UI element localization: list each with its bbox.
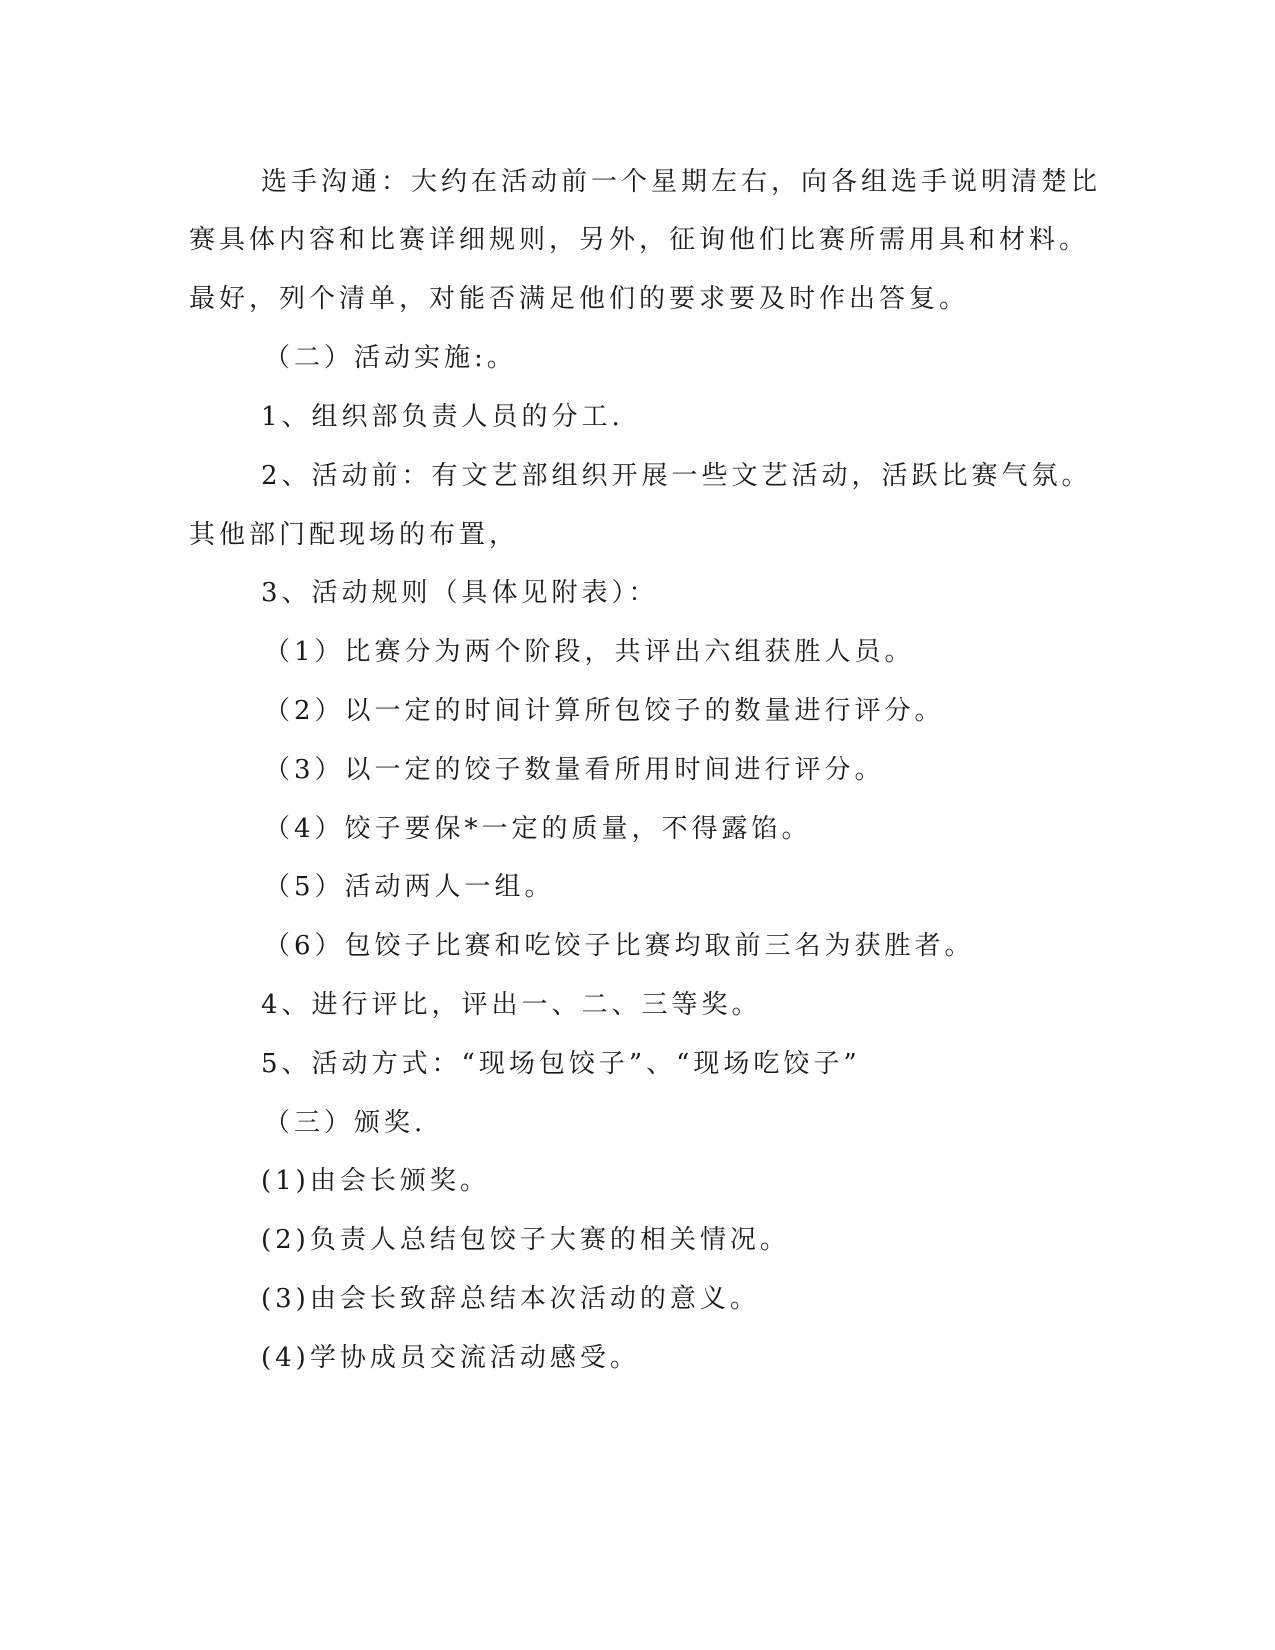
award-item-2: (2)负责人总结包饺子大赛的相关情况。: [261, 1225, 790, 1255]
section-2-heading: （二）活动实施:。: [264, 343, 517, 373]
list-item-3: 3、活动规则（具体见附表）：: [261, 578, 659, 608]
rule-item-4: （4）饺子要保*一定的质量，不得露馅。: [264, 814, 812, 844]
rule-item-1: （1）比赛分为两个阶段，共评出六组获胜人员。: [264, 637, 915, 667]
award-item-1: (1)由会长颁奖。: [261, 1166, 490, 1196]
list-item-2-line-2: 其他部门配现场的布置，: [189, 520, 520, 550]
rule-item-2: （2）以一定的时间计算所包饺子的数量进行评分。: [264, 696, 945, 726]
list-item-4: 4、进行评比，评出一、二、三等奖。: [261, 990, 762, 1020]
section-3-heading: （三）颁奖.: [264, 1108, 427, 1138]
rule-item-6: （6）包饺子比赛和吃饺子比赛均取前三名为获胜者。: [264, 931, 975, 961]
paragraph-line-1: 选手沟通：大约在活动前一个星期左右，向各组选手说明清楚比: [261, 167, 1102, 197]
rule-item-5: （5）活动两人一组。: [264, 872, 555, 902]
paragraph-line-3: 最好，列个清单，对能否满足他们的要求要及时作出答复。: [189, 284, 970, 314]
list-item-5: 5、活动方式：“现场包饺子”、“现场吃饺子”: [261, 1049, 861, 1079]
award-item-4: (4)学协成员交流活动感受。: [261, 1343, 640, 1373]
list-item-2-line-1: 2、活动前：有文艺部组织开展一些文艺活动，活跃比赛气氛。: [261, 461, 1092, 491]
list-item-1: 1、组织部负责人员的分工.: [261, 402, 624, 432]
rule-item-3: （3）以一定的饺子数量看所用时间进行评分。: [264, 755, 885, 785]
paragraph-line-2: 赛具体内容和比赛详细规则，另外，征询他们比赛所需用具和材料。: [189, 225, 1090, 255]
award-item-3: (3)由会长致辞总结本次活动的意义。: [261, 1284, 760, 1314]
